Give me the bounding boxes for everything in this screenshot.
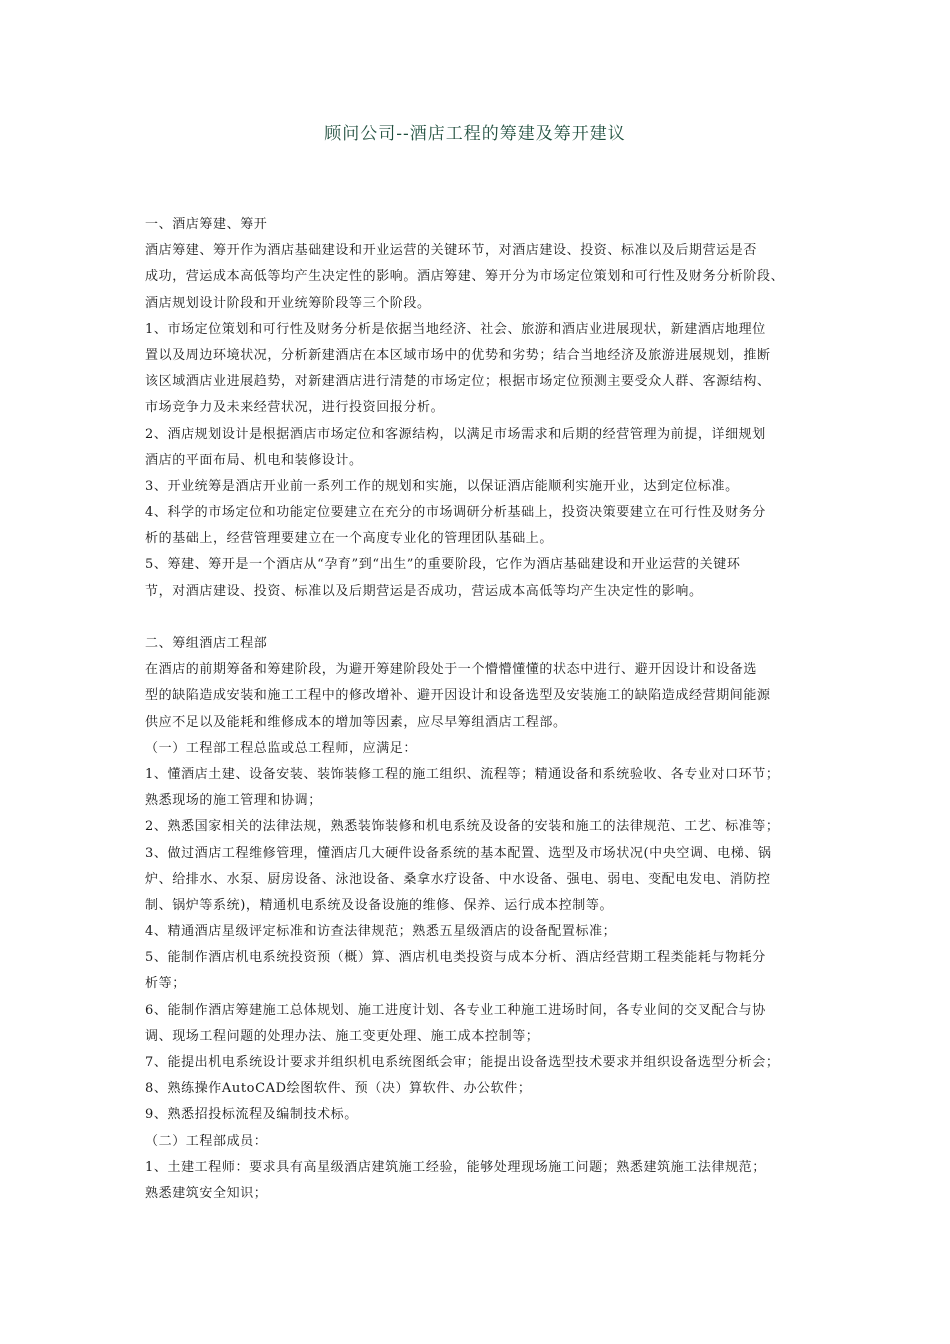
text-line: 酒店筹建、筹开作为酒店基础建设和开业运营的关键环节，对酒店建设、投资、标准以及后期营运是否 bbox=[145, 243, 758, 259]
text-line: 7、能提出机电系统设计要求并组织机电系统图纸会审；能提出设备选型技术要求并组织设备选型分析会； bbox=[145, 1055, 780, 1070]
text-line: 3、做过酒店工程维修管理，懂酒店几大硬件设备系统的基本配置、选型及市场状况(中央空调、电梯、锅 bbox=[145, 845, 772, 861]
text-line: 1、土建工程师：要求具有高星级酒店建筑施工经验，能够处理现场施工问题；熟悉建筑施工法律规范； bbox=[145, 1159, 766, 1175]
text-line: 2、酒店规划设计是根据酒店市场定位和客源结构，以满足市场需求和后期的经营管理为前提，详细规划 bbox=[145, 426, 766, 442]
text-line: 酒店的平面布局、机电和装修设计。 bbox=[145, 452, 363, 468]
text-line: 成功，营运成本高低等均产生决定性的影响。酒店筹建、筹开分为市场定位策划和可行性及财务分析阶段、 bbox=[145, 269, 785, 285]
text-line: 析的基础上，经营管理要建立在一个高度专业化的管理团队基础上。 bbox=[145, 531, 554, 547]
text-line: 供应不足以及能耗和维修成本的增加等因素，应尽早筹组酒店工程部。 bbox=[145, 714, 567, 730]
text-line: 1、市场定位策划和可行性及财务分析是依据当地经济、社会、旅游和酒店业进展现状，新建酒店地理位 bbox=[145, 321, 766, 337]
document-body bbox=[145, 212, 815, 1207]
text-line: 制、锅炉等系统)，精通机电系统及设备设施的维修、保养、运行成本控制等。 bbox=[145, 897, 614, 913]
text-line: 5、能制作酒店机电系统投资预（概）算、酒店机电类投资与成本分析、酒店经营期工程类能耗与物耗分 bbox=[145, 950, 766, 966]
text-line: 炉、给排水、水泵、厨房设备、泳池设备、桑拿水疗设备、中水设备、强电、弱电、变配电发电、消防控 bbox=[145, 871, 771, 887]
text-line: （一）工程部工程总监或总工程师，应满足： bbox=[145, 740, 418, 756]
text-line: 一、酒店筹建、筹开 bbox=[145, 217, 268, 232]
text-line: 酒店规划设计阶段和开业统筹阶段等三个阶段。 bbox=[145, 295, 431, 311]
paragraph-gap bbox=[145, 605, 815, 631]
text-line: 熟悉现场的施工管理和协调； bbox=[145, 793, 322, 809]
text-line: 6、能制作酒店筹建施工总体规划、施工进度计划、各专业工种施工进场时间，各专业间的交叉配合与协 bbox=[145, 1002, 766, 1018]
text-line: 3、开业统筹是酒店开业前一系列工作的规划和实施，以保证酒店能顺利实施开业，达到定位标准。 bbox=[145, 478, 739, 494]
text-line: 析等； bbox=[145, 976, 186, 992]
text-line: 4、科学的市场定位和功能定位要建立在充分的市场调研分析基础上，投资决策要建立在可行性及财务分 bbox=[145, 505, 766, 521]
text-line: （二）工程部成员： bbox=[145, 1133, 268, 1149]
text-line: 二、筹组酒店工程部 bbox=[145, 636, 268, 651]
text-line: 调、现场工程问题的处理办法、施工变更处理、施工成本控制等； bbox=[145, 1028, 540, 1044]
text-line: 熟悉建筑安全知识； bbox=[145, 1185, 268, 1201]
text-line: 4、精通酒店星级评定标准和访查法律规范；熟悉五星级酒店的设备配置标准； bbox=[145, 924, 617, 940]
text-line: 该区域酒店业进展趋势，对新建酒店进行清楚的市场定位；根据市场定位预测主要受众人群、客源结构、 bbox=[145, 374, 771, 390]
text-line: 1、懂酒店土建、设备安装、装饰装修工程的施工组织、流程等；精通设备和系统验收、各专业对口环节； bbox=[145, 766, 780, 782]
text-line: 节，对酒店建设、投资、标准以及后期营运是否成功，营运成本高低等均产生决定性的影响。 bbox=[145, 583, 703, 599]
text-line: 2、熟悉国家相关的法律法规，熟悉装饰装修和机电系统及设备的安装和施工的法律规范、工艺、标准等； bbox=[145, 819, 780, 835]
text-line: 9、熟悉招投标流程及编制技术标。 bbox=[145, 1107, 358, 1123]
page-title: 顾问公司--酒店工程的筹建及筹开建议 bbox=[324, 124, 626, 144]
text-line: 8、熟练操作AutoCAD绘图软件、预（决）算软件、办公软件； bbox=[145, 1081, 532, 1097]
text-line: 市场竞争力及未来经营状况，进行投资回报分析。 bbox=[145, 400, 445, 416]
text-line: 置以及周边环境状况，分析新建酒店在本区域市场中的优势和劣势；结合当地经济及旅游进展规划，推断 bbox=[145, 347, 771, 363]
text-line: 在酒店的前期筹备和筹建阶段，为避开筹建阶段处于一个懵懵懂懂的状态中进行、避开因设计和设备选 bbox=[145, 662, 758, 678]
text-line: 型的缺陷造成安装和施工工程中的修改增补、避开因设计和设备选型及安装施工的缺陷造成经营期间能源 bbox=[145, 688, 771, 704]
text-line: 5、筹建、筹开是一个酒店从“孕育”到“出生”的重要阶段，它作为酒店基础建设和开业运营的关键环 bbox=[145, 557, 741, 573]
